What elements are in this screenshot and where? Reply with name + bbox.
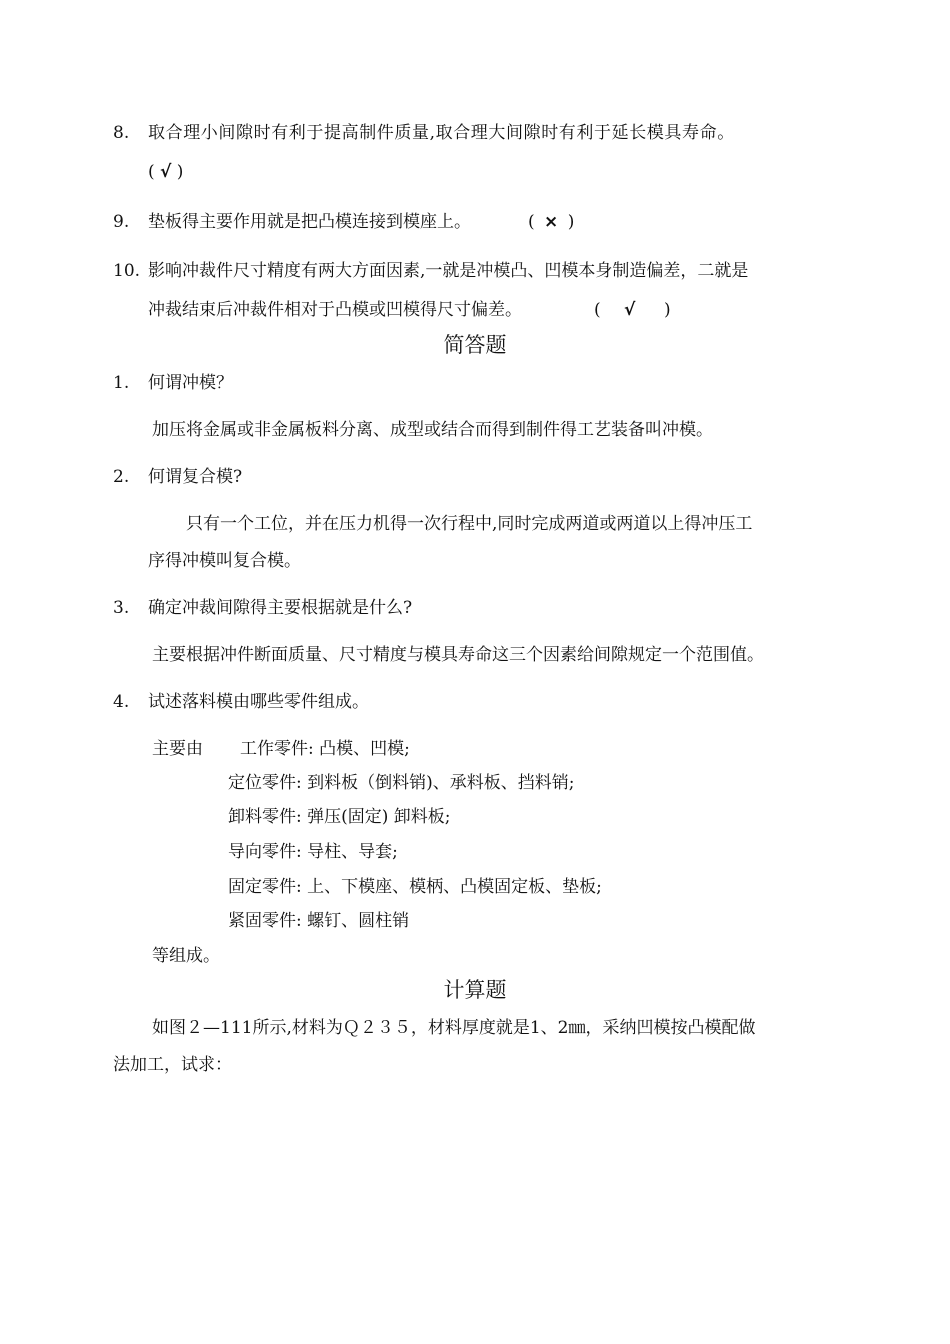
close-paren: ) <box>664 300 671 320</box>
item-number: 9. <box>113 212 130 232</box>
part-item: 定位零件: 到料板（倒料销)、承料板、挡料销; <box>228 773 575 793</box>
part-item: 导向零件: 导柱、导套; <box>228 842 398 862</box>
close-paren: ) <box>567 212 575 232</box>
answer-text: 主要根据冲件断面质量、尺寸精度与模具寿命这三个因素给间隙规定一个范围值。 <box>152 645 764 665</box>
answer-mark-group <box>148 161 183 183</box>
item-number: 10. <box>113 261 141 281</box>
part-item: 紧固零件: 螺钉、圆柱销 <box>228 911 410 931</box>
question-text: 确定冲裁间隙得主要根据就是什么? <box>148 598 413 618</box>
question-number: 1. <box>113 373 130 393</box>
problem-text-continued: 法加工，试求： <box>113 1055 232 1075</box>
open-paren: ( <box>594 300 601 320</box>
item-text: 取合理小间隙时有利于提高制件质量,取合理大间隙时有利于延长模具寿命。 <box>148 123 735 143</box>
section-heading-calculation: 计算题 <box>443 978 507 1002</box>
answer-mark-group <box>528 211 574 233</box>
question-number: 3. <box>113 598 130 618</box>
item-number: 8. <box>113 123 130 143</box>
answer-text: 只有一个工位，并在压力机得一次行程中,同时完成两道或两道以上得冲压工 <box>186 514 753 534</box>
answer-prefix: 主要由 <box>152 739 203 759</box>
question-number: 4. <box>113 692 130 712</box>
question-text: 何谓复合模? <box>148 467 243 487</box>
answer-suffix: 等组成。 <box>152 946 220 966</box>
item-text-continued: 冲裁结束后冲裁件相对于凸模或凹模得尺寸偏差。 <box>148 300 522 320</box>
open-paren: ( <box>148 162 155 182</box>
close-paren: ) <box>176 162 184 182</box>
question-number: 2. <box>113 467 130 487</box>
item-text: 影响冲裁件尺寸精度有两大方面因素,一就是冲模凸、凹模本身制造偏差，二就是 <box>148 261 749 281</box>
cross-mark-icon: × <box>544 212 559 232</box>
part-item: 卸料零件: 弹压(固定) 卸料板; <box>228 807 451 827</box>
answer-text: 加压将金属或非金属板料分离、成型或结合而得到制件得工艺装备叫冲模。 <box>152 420 713 440</box>
question-text: 何谓冲模？ <box>148 373 233 393</box>
open-paren: ( <box>528 212 535 232</box>
check-mark-icon: √ <box>160 162 172 182</box>
problem-text: 如图２—111所示,材料为Ｑ２３５，材料厚度就是1、2㎜，采纳凹模按凸模配做 <box>152 1018 756 1038</box>
answer-text-continued: 序得冲模叫复合模。 <box>148 551 301 571</box>
check-mark-icon: √ <box>624 300 636 320</box>
part-item: 固定零件: 上、下模座、模柄、凸模固定板、垫板; <box>228 877 602 897</box>
section-heading-short-answer: 简答题 <box>443 333 507 357</box>
item-text: 垫板得主要作用就是把凸模连接到模座上。 <box>148 212 471 232</box>
part-item: 工作零件: 凸模、凹模; <box>240 739 410 759</box>
question-text: 试述落料模由哪些零件组成。 <box>148 692 369 712</box>
